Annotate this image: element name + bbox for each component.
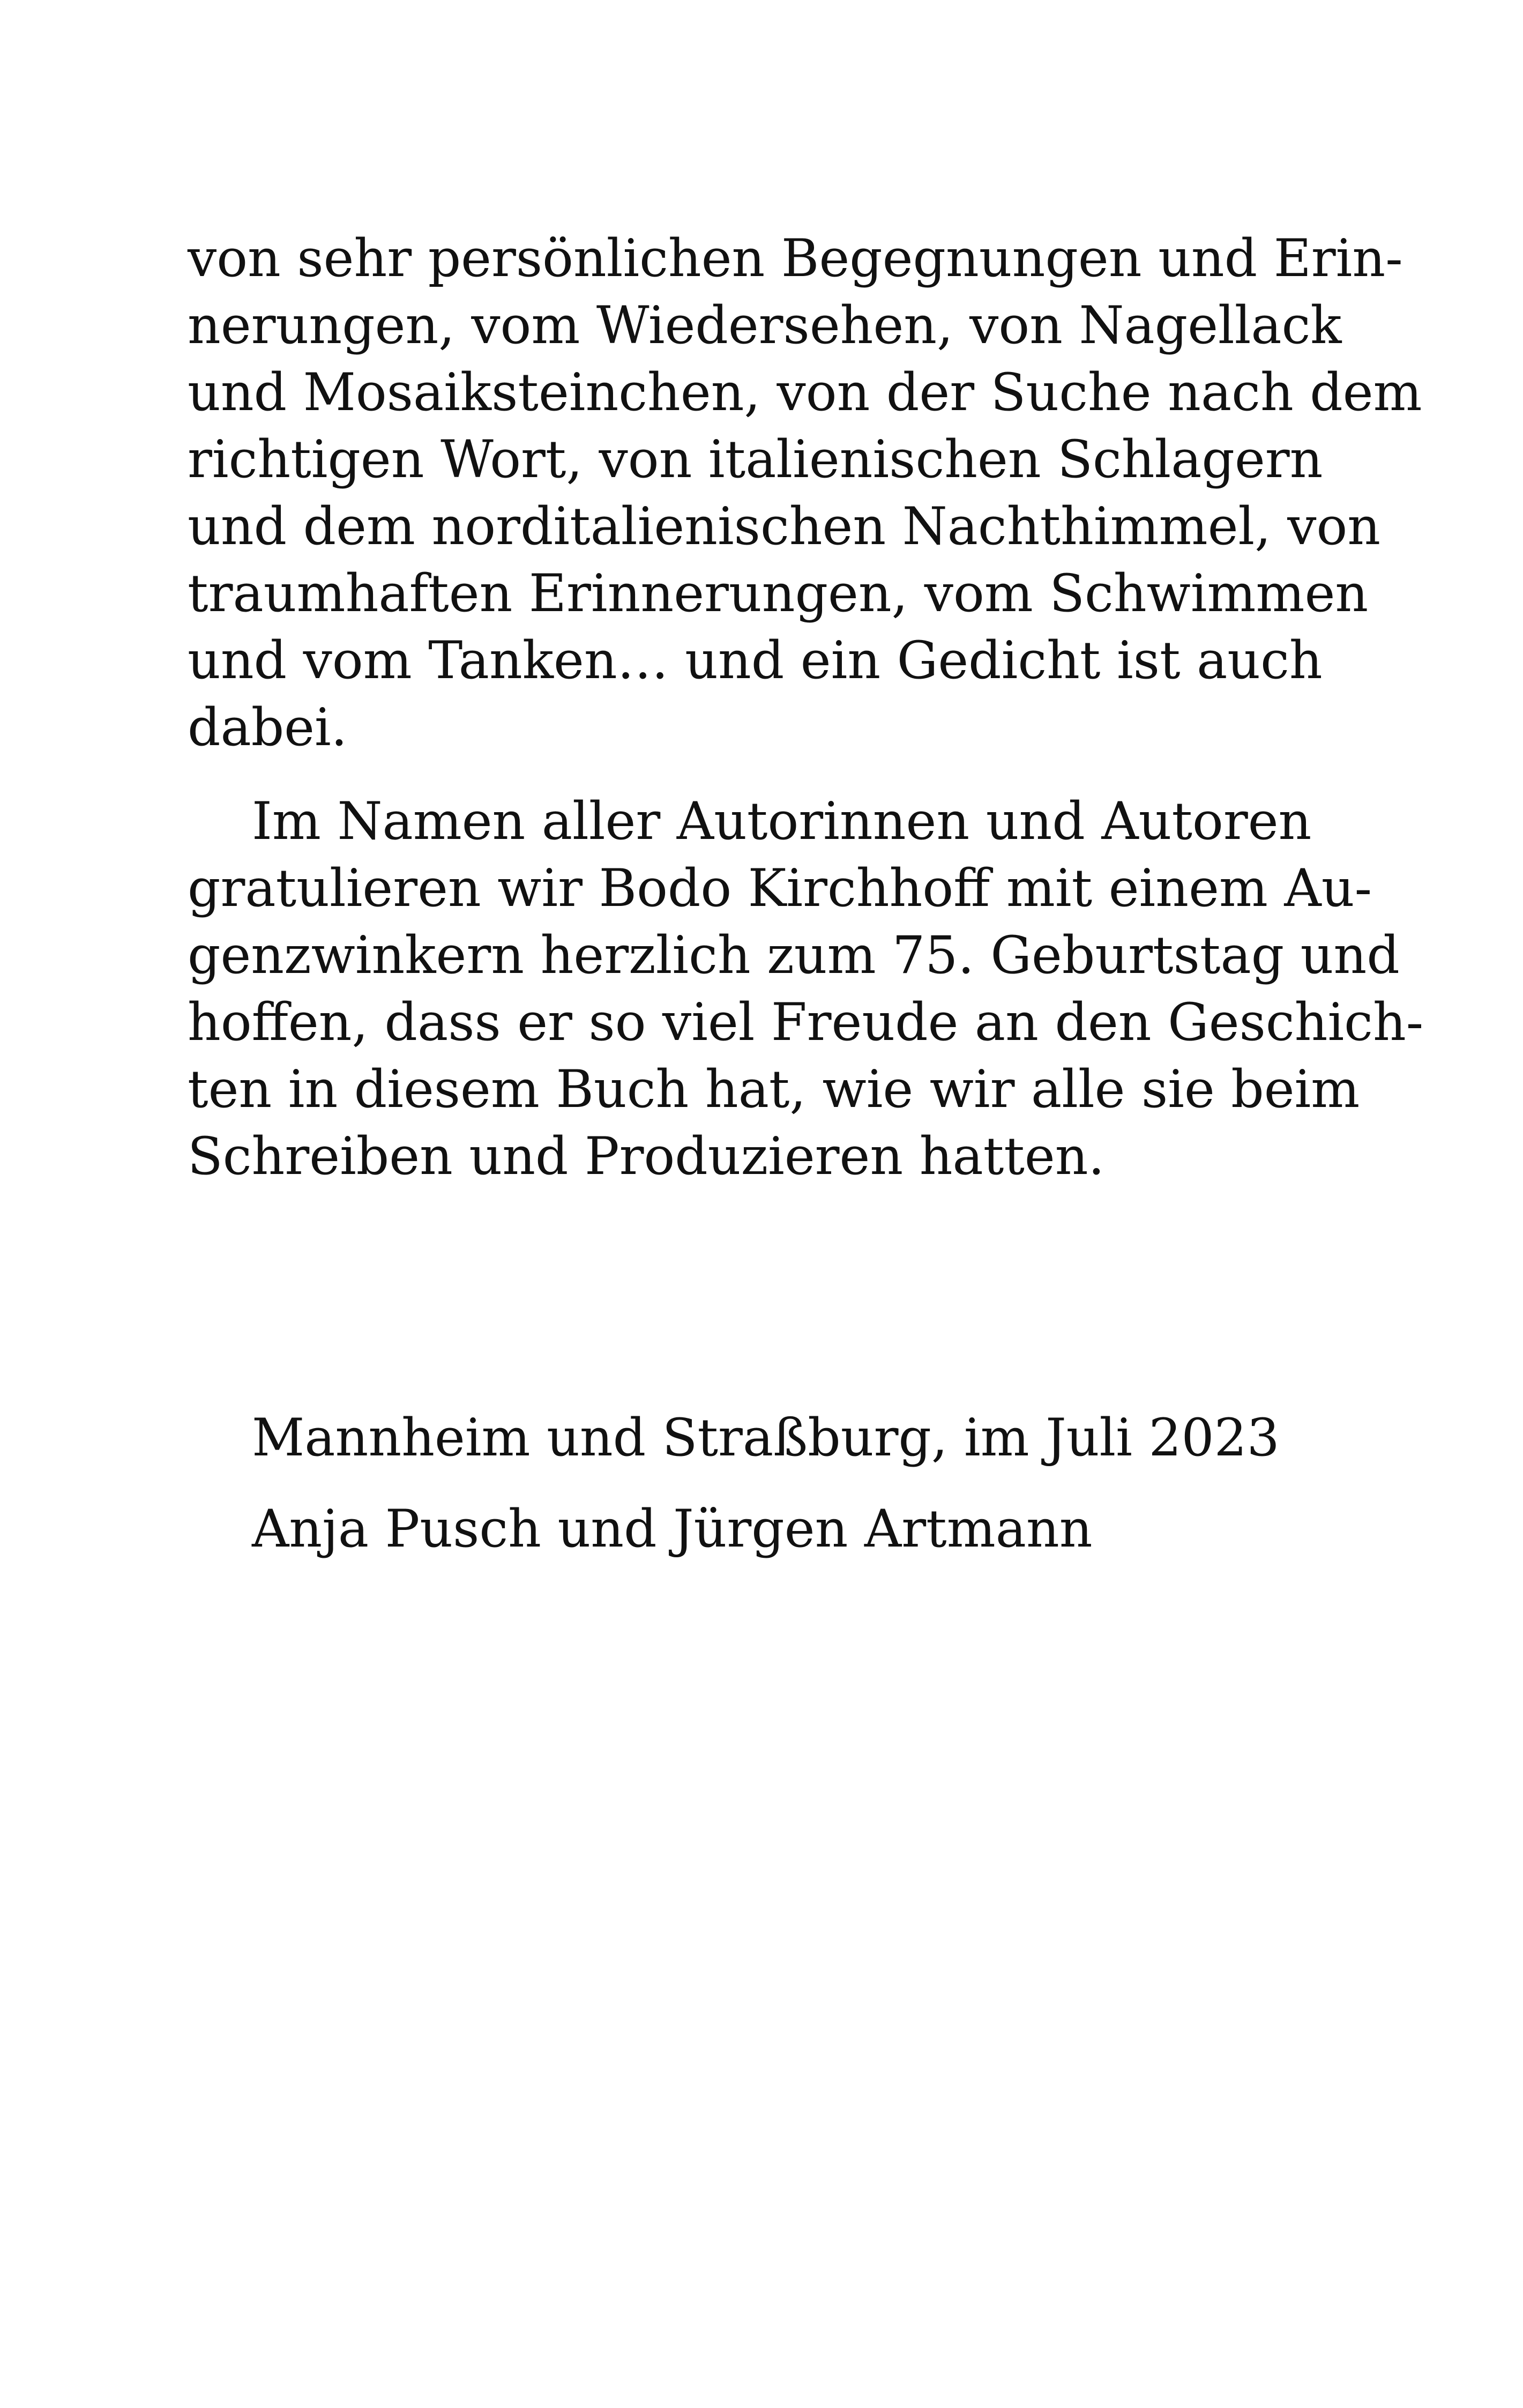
text-line: Schreiben und Produzieren hatten. [188, 1126, 1105, 1186]
text-line: richtigen Wort, von italienischen Schlagern [188, 429, 1323, 489]
text-line: traumhaften Erinnerungen, vom Schwimmen [188, 563, 1369, 623]
paragraph-gap [188, 761, 1297, 788]
paragraph-intro [188, 225, 1422, 761]
text-line: ten in diesem Buch hat, wie wir alle sie beim [188, 1059, 1360, 1119]
page-body [188, 225, 1424, 1190]
text-line: gratulieren wir Bodo Kirchhoff mit einem Au- [188, 858, 1372, 918]
text-line: und Mosaiksteinchen, von der Suche nach dem [188, 362, 1422, 422]
signature-names: Anja Pusch und Jürgen Artmann [252, 1499, 1093, 1559]
text-line: Im Namen aller Autorinnen und Autoren [252, 791, 1312, 851]
text-line: und vom Tanken… und ein Gedicht ist auch [188, 630, 1323, 690]
text-line: genzwinkern herzlich zum 75. Geburtstag und [188, 925, 1400, 985]
text-line: nerungen, vom Wiedersehen, von Nagellack [188, 295, 1342, 355]
text-line: dabei. [188, 697, 348, 757]
signature-place-date: Mannheim und Straßburg, im Juli 2023 [252, 1408, 1280, 1468]
text-line: hoffen, dass er so viel Freude an den Geschich- [188, 992, 1424, 1052]
paragraph-dedication [188, 788, 1424, 1190]
text-line: und dem norditalienischen Nachthimmel, von [188, 496, 1381, 556]
text-line: von sehr persönlichen Begegnungen und Erin- [188, 228, 1403, 288]
